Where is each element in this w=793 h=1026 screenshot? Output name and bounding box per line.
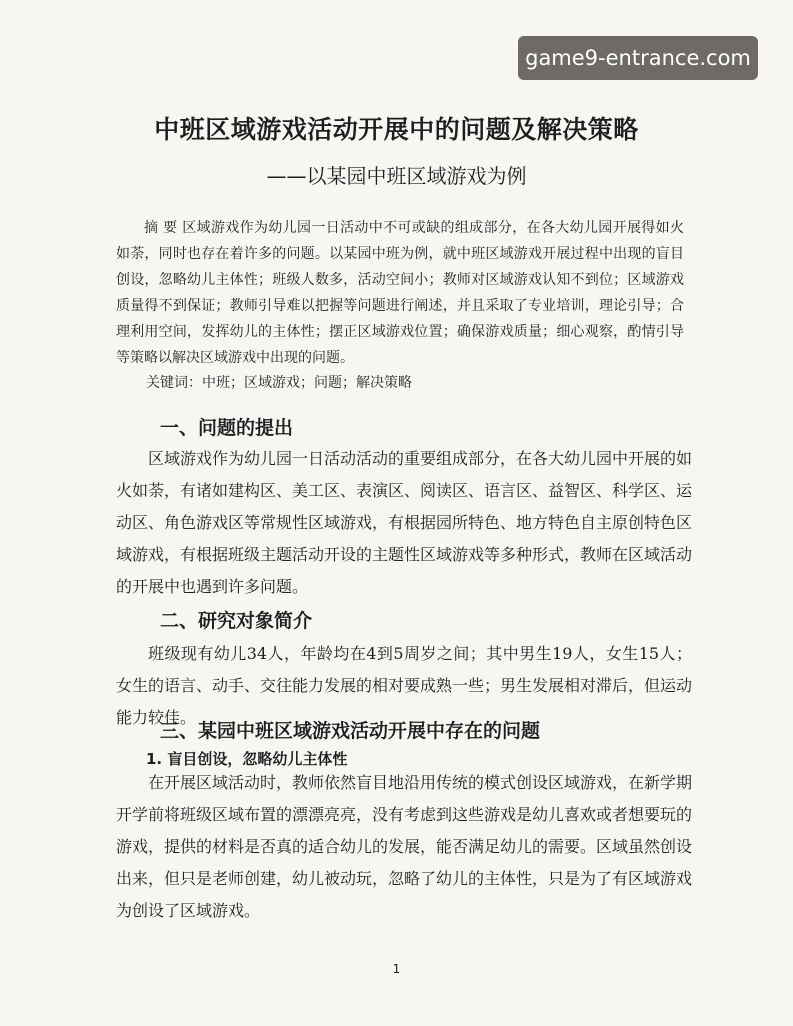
document-subtitle: ——以某园中班区域游戏为例	[266, 164, 527, 188]
subsection-1-heading: 1. 盲目创设，忽略幼儿主体性	[146, 750, 348, 768]
page-number: 1	[392, 962, 401, 976]
section-1-heading: 一、问题的提出	[160, 417, 294, 439]
abstract-paragraph: 摘 要 区域游戏作为幼儿园一日活动中不可或缺的组成部分，在各大幼儿园开展得如火如荼，同时也存在着许多的问题。以某园中班为例，就中班区域游戏开展过程中出现的盲目创设，忽略幼儿主体性；班级人数多，活动空间小；教师对区域游戏认知不到位；区域游戏质量得不到保证；教师引导难以把握等问题进行阐述，并且采取了专业培训，理论引导；合理利用空间，发挥幼儿的主体性；摆正区域游戏位置；确保游戏质量；细心观察，酌情引导等策略以解决区域游戏中出现的问题。	[116, 220, 684, 366]
keywords-line: 关键词：中班；区域游戏；问题；解决策略	[146, 375, 412, 391]
section-3-heading: 三、某园中班区域游戏活动开展中存在的问题	[160, 720, 541, 742]
subsection-1-body: 在开展区域活动时，教师依然盲目地沿用传统的模式创设区域游戏，在新学期开学前将班级区域布置的漂漂亮亮，没有考虑到这些游戏是幼儿喜欢或者想要玩的游戏，提供的材料是否真的适合幼儿的发展，能否满足幼儿的需要。区域虽然创设出来，但只是老师创建，幼儿被动玩，忽略了幼儿的主体性，只是为了有区域游戏为创设了区域游戏。	[116, 773, 693, 920]
section-1-body: 区域游戏作为幼儿园一日活动活动的重要组成部分，在各大幼儿园中开展的如火如荼，有诸如建构区、美工区、表演区、阅读区、语言区、益智区、科学区、运动区、角色游戏区等常规性区域游戏，有根据园所特色、地方特色自主原创特色区域游戏，有根据班级主题活动开设的主题性区域游戏等多种形式，教师在区域活动的开展中也遇到许多问题。	[116, 449, 693, 596]
section-2-body: 班级现有幼儿34人，年龄均在4到5周岁之间；其中男生19人，女生15人；女生的语言、动手、交往能力发展的相对要成熟一些；男生发展相对滞后，但运动能力较佳。	[116, 644, 693, 727]
watermark-badge: game9-entrance.com	[518, 36, 758, 80]
document-title: 中班区域游戏活动开展中的问题及解决策略	[154, 115, 639, 144]
section-2-heading: 二、研究对象简介	[160, 610, 313, 632]
